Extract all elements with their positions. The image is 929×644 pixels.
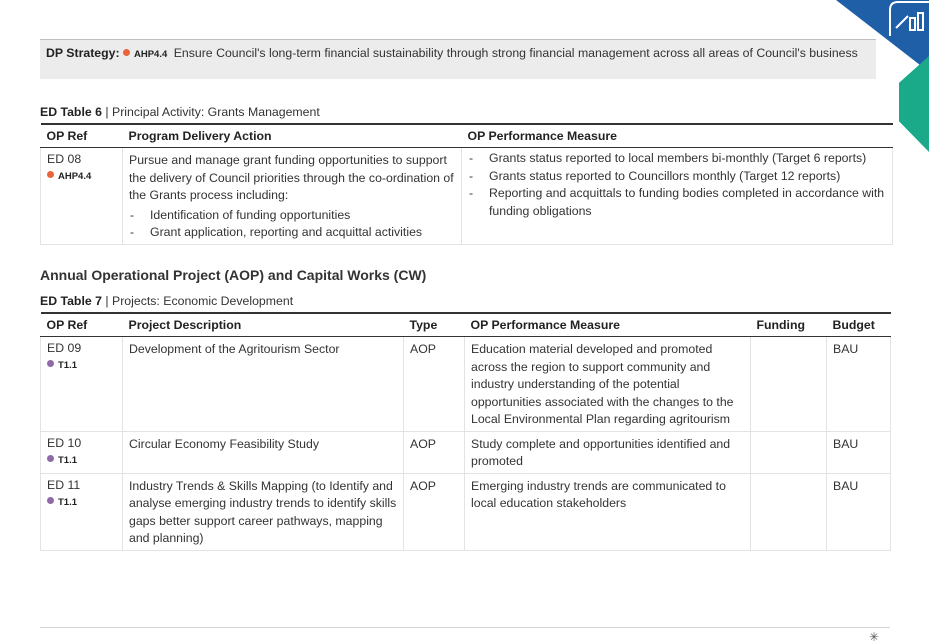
- table-row: [41, 473, 891, 550]
- op-ref-cell: [41, 148, 123, 245]
- section-title: Annual Operational Project (AOP) and Capital Works (CW): [40, 267, 427, 283]
- funding: [751, 431, 827, 473]
- performance-measure: Study complete and opportunities identified and promoted: [465, 431, 751, 473]
- table6-caption: [40, 105, 320, 119]
- asterisk-icon: ✳: [869, 630, 880, 644]
- strategy-code: T1.1: [58, 454, 78, 466]
- performance-measure: Education material developed and promoted across the region to support community and industry understanding of the potential opportunities associated with the changes to the Local Environmental Plan regarding agritourism: [465, 337, 751, 432]
- strategy-code: AHP4.4: [134, 49, 168, 60]
- col-header-op-performance-measure: OP Performance Measure: [462, 124, 893, 148]
- status-dot: [47, 360, 54, 367]
- list-item: - Identification of funding opportunities: [129, 207, 455, 225]
- col-header-program-delivery-action: Program Delivery Action: [123, 124, 462, 148]
- strategy-code: AHP4.4: [58, 171, 92, 182]
- status-dot: [47, 455, 54, 462]
- dp-strategy-text: Ensure Council's long-term financial sustainability through strong financial management across all areas of Council's business: [173, 46, 858, 60]
- op-ref: ED 10: [47, 435, 82, 450]
- col-header-op-ref: OP Ref: [41, 313, 123, 337]
- op-ref-cell: [41, 473, 123, 550]
- measure-cell: [462, 148, 893, 245]
- performance-measure: Emerging industry trends are communicated to local education stakeholders: [465, 473, 751, 550]
- budget: BAU: [827, 473, 891, 550]
- col-header-op-ref: OP Ref: [41, 124, 123, 148]
- funding: [751, 337, 827, 432]
- table7-caption-subtitle: | Projects: Economic Development: [101, 294, 294, 308]
- col-header-project-description: Project Description: [123, 313, 404, 337]
- measure-list: [468, 150, 886, 220]
- chart-document-icon: [884, 0, 929, 36]
- action-list: [129, 207, 455, 242]
- budget: BAU: [827, 431, 891, 473]
- budget: BAU: [827, 337, 891, 432]
- col-header-funding: Funding: [751, 313, 827, 337]
- col-header-type: Type: [404, 313, 465, 337]
- col-header-op-performance-measure: OP Performance Measure: [465, 313, 751, 337]
- list-item: - Grants status reported to local members bi-monthly (Target 6 reports): [468, 150, 886, 168]
- op-ref-cell: [41, 337, 123, 432]
- dp-strategy-banner: [40, 39, 876, 79]
- project-type: AOP: [404, 431, 465, 473]
- strategy-code: T1.1: [58, 496, 78, 508]
- table6-caption-title: ED Table 6: [40, 105, 102, 119]
- op-ref: ED 11: [47, 477, 81, 492]
- status-dot: [47, 497, 54, 504]
- op-ref-cell: [41, 431, 123, 473]
- project-description: Industry Trends & Skills Mapping (to Identify and analyse emerging industry trends to identify skills gaps better support career pathways, mapping and planning): [123, 473, 404, 550]
- funding: [751, 473, 827, 550]
- col-header-budget: Budget: [827, 313, 891, 337]
- action-text: Pursue and manage grant funding opportunities to support the delivery of Council priorities through the co-ordination of the Grants process including:: [129, 153, 454, 202]
- table6-caption-subtitle: | Principal Activity: Grants Management: [101, 105, 320, 119]
- footer-divider: [40, 627, 890, 628]
- status-dot: [47, 171, 54, 178]
- project-description: Development of the Agritourism Sector: [123, 337, 404, 432]
- list-item: - Grants status reported to Councillors monthly (Target 12 reports): [468, 168, 886, 186]
- table7-caption-title: ED Table 7: [40, 294, 102, 308]
- table-row: [41, 148, 893, 245]
- table-row: [41, 337, 891, 432]
- strategy-code: T1.1: [58, 360, 78, 371]
- project-description: Circular Economy Feasibility Study: [123, 431, 404, 473]
- grants-management-table: [40, 123, 893, 245]
- op-ref: ED 09: [47, 341, 82, 355]
- table-row: [41, 431, 891, 473]
- op-ref: ED 08: [47, 152, 82, 166]
- project-type: AOP: [404, 473, 465, 550]
- action-cell: [123, 148, 462, 245]
- table7-caption: [40, 294, 293, 308]
- dp-strategy-label: DP Strategy:: [46, 46, 120, 60]
- status-dot: [123, 49, 130, 56]
- list-item: - Grant application, reporting and acquittal activities: [129, 224, 455, 242]
- corner-decoration-teal: [899, 56, 929, 152]
- project-type: AOP: [404, 337, 465, 432]
- economic-development-projects-table: [40, 312, 891, 551]
- list-item: - Reporting and acquittals to funding bodies completed in accordance with funding obligations: [468, 185, 886, 220]
